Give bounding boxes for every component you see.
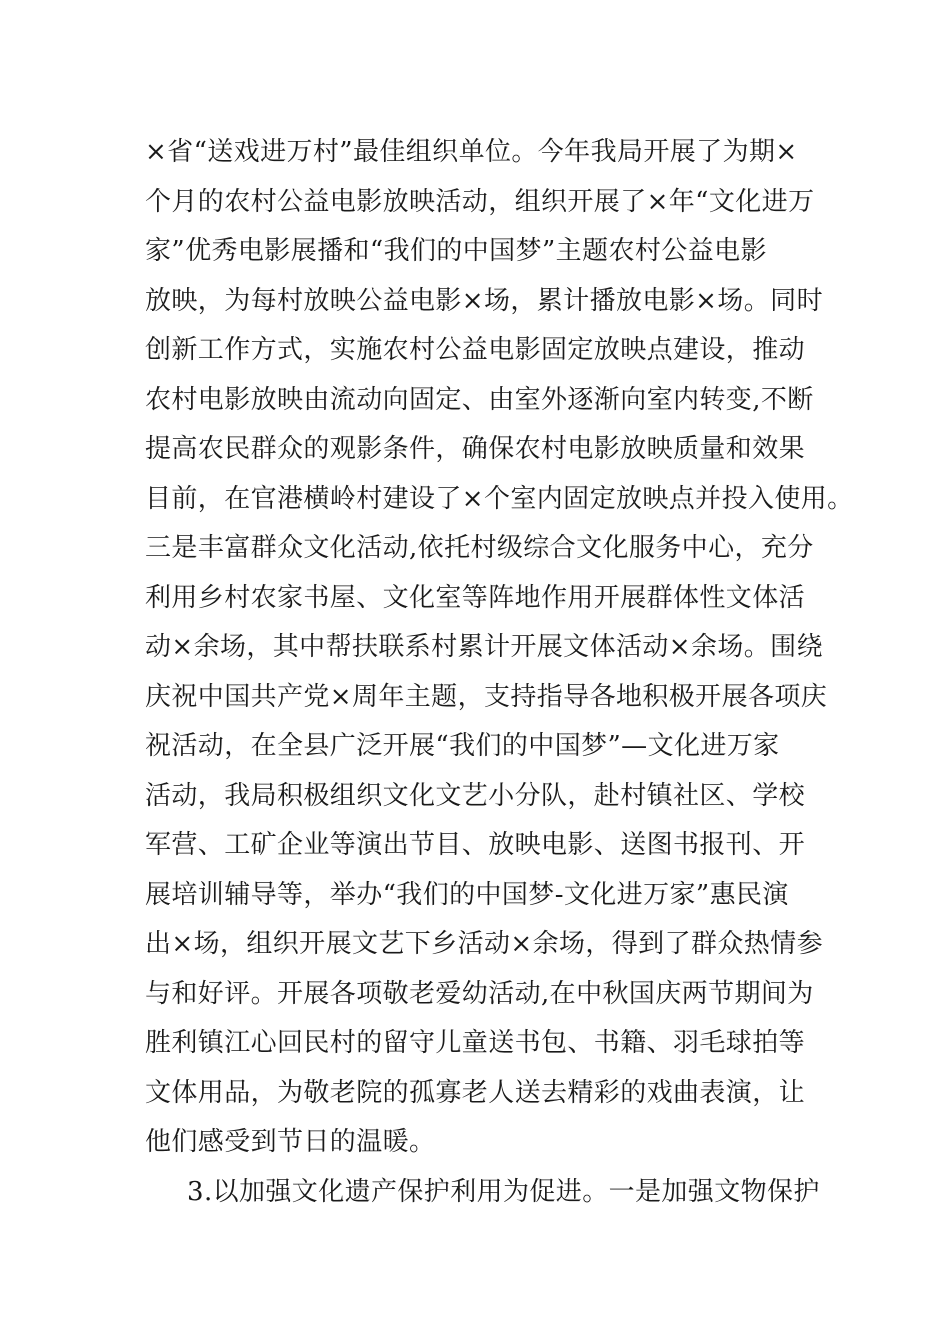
text-line: 军营、工矿企业等演出节目、放映电影、送图书报刊、开 [145, 830, 806, 860]
text-line: 家”优秀电影展播和“我们的中国梦”主题农村公益电影 [145, 236, 767, 266]
text-line: 祝活动，在全县广泛开展“我们的中国梦”—文化进万家 [145, 731, 780, 761]
text-line: ×省“送戏进万村”最佳组织单位。今年我局开展了为期× [145, 137, 798, 167]
body-text [145, 128, 854, 1217]
text-line: 他们感受到节日的温暖。 [145, 1127, 436, 1157]
paragraph-heading-line: 3.以加强文化遗产保护利用为促进。一是加强文物保护 [187, 1176, 820, 1207]
text-line: 展培训辅导等，举办“我们的中国梦-文化进万家”惠民演 [145, 879, 789, 910]
text-line: 放映，为每村放映公益电影×场，累计播放电影×场。同时 [145, 285, 823, 316]
text-line: 利用乡村农家书屋、文化室等阵地作用开展群体性文体活 [145, 582, 806, 613]
text-line: 三是丰富群众文化活动,依托村级综合文化服务中心，充分 [145, 533, 814, 563]
text-line: 个月的农村公益电影放映活动，组织开展了×年“文化进万 [145, 186, 815, 217]
text-line: 提高农民群众的观影条件，确保农村电影放映质量和效果 [145, 434, 806, 464]
text-line: 目前，在官港横岭村建设了×个室内固定放映点并投入使用。 [145, 483, 854, 514]
text-line: 出×场，组织开展文艺下乡活动×余场，得到了群众热情参 [145, 929, 823, 959]
text-line: 庆祝中国共产党×周年主题，支持指导各地积极开展各项庆 [145, 681, 828, 712]
text-line: 与和好评。开展各项敬老爱幼活动,在中秋国庆两节期间为 [145, 978, 814, 1009]
text-line: 创新工作方式，实施农村公益电影固定放映点建设，推动 [145, 335, 806, 365]
text-line: 农村电影放映由流动向固定、由室外逐渐向室内转变,不断 [145, 384, 814, 415]
text-line: 活动，我局积极组织文化文艺小分队，赴村镇社区、学校 [145, 780, 806, 811]
text-line: 文体用品，为敬老院的孤寡老人送去精彩的戏曲表演，让 [145, 1077, 806, 1108]
text-line: 胜利镇江心回民村的留守儿童送书包、书籍、羽毛球拍等 [145, 1028, 806, 1058]
text-line: 动×余场，其中帮扶联系村累计开展文体活动×余场。围绕 [145, 632, 823, 662]
